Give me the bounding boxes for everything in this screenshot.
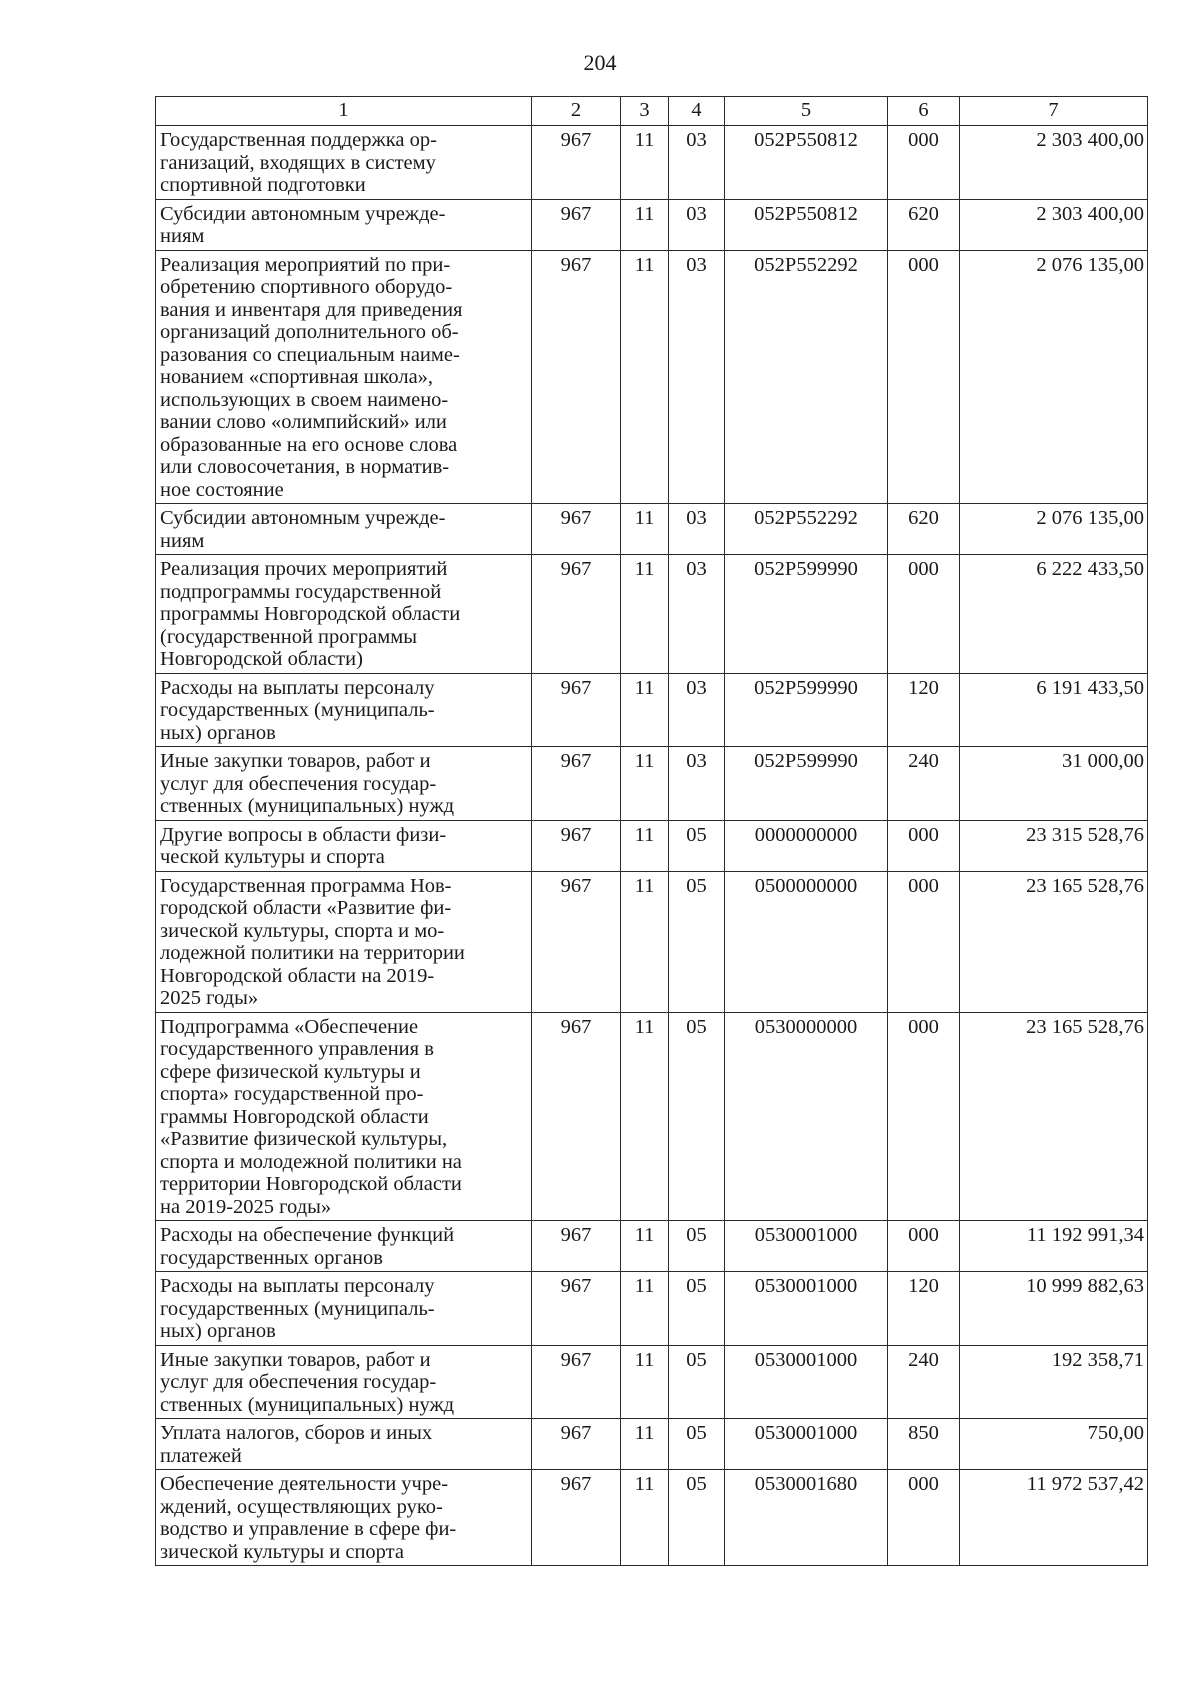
cell-gr: 967 <box>532 871 621 1012</box>
cell-name <box>156 1419 532 1470</box>
cell-rz: 11 <box>621 250 669 504</box>
cell-name-line: Иные закупки товаров, работ и <box>160 1348 431 1371</box>
cell-gr: 967 <box>532 1470 621 1566</box>
cell-name <box>156 250 532 504</box>
cell-name-line: ниям <box>160 529 205 552</box>
cell-sum: 10 999 882,63 <box>960 1272 1148 1346</box>
cell-pr: 05 <box>669 871 725 1012</box>
cell-name-line: ждений, осуществляющих руко- <box>160 1495 443 1518</box>
cell-csr: 052P552292 <box>725 250 888 504</box>
cell-name-line: лодежной политики на территории <box>160 942 465 964</box>
cell-sum: 11 192 991,34 <box>960 1221 1148 1272</box>
cell-name-line: ных) органов <box>160 721 276 744</box>
cell-name-line: платежей <box>160 1444 242 1467</box>
cell-rz: 11 <box>621 1470 669 1566</box>
cell-name-line: подпрограммы государственной <box>160 580 442 603</box>
cell-vr: 000 <box>888 820 960 871</box>
cell-sum: 6 191 433,50 <box>960 673 1148 747</box>
table-row <box>156 504 1148 555</box>
table-row <box>156 1012 1148 1221</box>
cell-name-line: (государственной программы <box>160 625 418 648</box>
page-number: 204 <box>583 50 617 75</box>
table-row <box>156 126 1148 200</box>
table-row <box>156 199 1148 250</box>
cell-name-line: Субсидии автономным учрежде- <box>160 507 446 529</box>
table-row <box>156 1221 1148 1272</box>
cell-name-line: Расходы на обеспечение функций <box>160 1224 455 1246</box>
cell-rz: 11 <box>621 820 669 871</box>
cell-gr: 967 <box>532 1419 621 1470</box>
cell-rz: 11 <box>621 1272 669 1346</box>
header-row <box>156 97 1148 126</box>
cell-csr: 0530001000 <box>725 1272 888 1346</box>
cell-gr: 967 <box>532 199 621 250</box>
cell-name-line: ных) органов <box>160 1320 276 1342</box>
cell-gr: 967 <box>532 555 621 674</box>
cell-name <box>156 199 532 250</box>
cell-pr: 05 <box>669 1419 725 1470</box>
table-row <box>156 1345 1148 1419</box>
cell-name-line: Реализация мероприятий по при- <box>160 253 451 276</box>
cell-name-line: Расходы на выплаты персоналу <box>160 676 435 699</box>
column-header: 1 <box>156 97 532 126</box>
cell-name-line: Государственная поддержка ор- <box>160 129 437 151</box>
cell-csr: 0530001000 <box>725 1419 888 1470</box>
cell-name-line: государственных (муниципаль- <box>160 1297 435 1320</box>
table-row <box>156 820 1148 871</box>
cell-sum: 23 165 528,76 <box>960 871 1148 1012</box>
table-header <box>156 97 1148 126</box>
column-header: 3 <box>621 97 669 126</box>
cell-name-line: сфере физической культуры и <box>160 1060 421 1083</box>
cell-rz: 11 <box>621 673 669 747</box>
cell-rz: 11 <box>621 747 669 821</box>
cell-gr: 967 <box>532 820 621 871</box>
table-row <box>156 871 1148 1012</box>
cell-name-line: Новгородской области) <box>160 648 363 670</box>
cell-sum: 23 165 528,76 <box>960 1012 1148 1221</box>
cell-name <box>156 673 532 747</box>
cell-rz: 11 <box>621 504 669 555</box>
table-body <box>156 126 1148 1566</box>
cell-name <box>156 1012 532 1221</box>
cell-name-line: образованные на его основе слова <box>160 433 458 456</box>
cell-vr: 620 <box>888 199 960 250</box>
cell-vr: 000 <box>888 126 960 200</box>
cell-vr: 000 <box>888 1470 960 1566</box>
cell-csr: 0000000000 <box>725 820 888 871</box>
cell-name-line: Другие вопросы в области физи- <box>160 823 447 846</box>
cell-csr: 052P599990 <box>725 673 888 747</box>
cell-name-line: вания и инвентаря для приведения <box>160 298 463 321</box>
cell-name-line: услуг для обеспечения государ- <box>160 772 437 795</box>
cell-name <box>156 1470 532 1566</box>
cell-name-line: использующих в своем наимено- <box>160 388 449 411</box>
cell-name <box>156 126 532 200</box>
cell-name-line: Реализация прочих мероприятий <box>160 558 448 580</box>
cell-gr: 967 <box>532 250 621 504</box>
cell-rz: 11 <box>621 1221 669 1272</box>
cell-pr: 03 <box>669 504 725 555</box>
cell-gr: 967 <box>532 1012 621 1221</box>
table-row <box>156 747 1148 821</box>
cell-name-line: вании слово «олимпийский» или <box>160 411 447 433</box>
cell-name <box>156 1345 532 1419</box>
cell-vr: 850 <box>888 1419 960 1470</box>
cell-csr: 052P550812 <box>725 126 888 200</box>
cell-vr: 000 <box>888 1012 960 1221</box>
table-row <box>156 1419 1148 1470</box>
cell-rz: 11 <box>621 1419 669 1470</box>
cell-name-line: 2025 годы» <box>160 987 259 1009</box>
cell-name-line: ственных (муниципальных) нужд <box>160 795 455 817</box>
cell-pr: 05 <box>669 1272 725 1346</box>
cell-sum: 2 076 135,00 <box>960 250 1148 504</box>
budget-table <box>155 96 1148 1566</box>
cell-rz: 11 <box>621 199 669 250</box>
cell-rz: 11 <box>621 555 669 674</box>
cell-vr: 120 <box>888 1272 960 1346</box>
cell-name-line: Государственная программа Нов- <box>160 874 452 897</box>
cell-vr: 240 <box>888 1345 960 1419</box>
cell-name-line: государственных (муниципаль- <box>160 699 435 721</box>
cell-name-line: программы Новгородской области <box>160 603 461 625</box>
column-header: 4 <box>669 97 725 126</box>
cell-name <box>156 504 532 555</box>
cell-name-line: Субсидии автономным учрежде- <box>160 202 446 225</box>
cell-vr: 000 <box>888 1221 960 1272</box>
cell-name-line: или словосочетания, в норматив- <box>160 456 450 478</box>
cell-name-line: разования со специальным наиме- <box>160 343 460 366</box>
cell-name-line: Новгородской области на 2019- <box>160 964 435 987</box>
cell-name-line: спорта и молодежной политики на <box>160 1150 462 1173</box>
cell-sum: 192 358,71 <box>960 1345 1148 1419</box>
cell-pr: 05 <box>669 1345 725 1419</box>
cell-name-line: граммы Новгородской области <box>160 1105 429 1128</box>
cell-pr: 05 <box>669 1012 725 1221</box>
cell-name-line: ганизаций, входящих в систему <box>160 151 436 174</box>
cell-name-line: водство и управление в сфере фи- <box>160 1518 457 1540</box>
cell-gr: 967 <box>532 126 621 200</box>
cell-name-line: нованием «спортивная школа», <box>160 366 434 388</box>
cell-sum: 6 222 433,50 <box>960 555 1148 674</box>
cell-name <box>156 871 532 1012</box>
cell-name-line: ческой культуры и спорта <box>160 846 385 868</box>
cell-gr: 967 <box>532 504 621 555</box>
cell-name-line: Подпрограмма «Обеспечение <box>160 1015 419 1038</box>
cell-name-line: ниям <box>160 225 205 247</box>
cell-pr: 03 <box>669 555 725 674</box>
cell-name-line: услуг для обеспечения государ- <box>160 1371 437 1393</box>
cell-vr: 000 <box>888 250 960 504</box>
column-header: 5 <box>725 97 888 126</box>
cell-vr: 620 <box>888 504 960 555</box>
cell-name-line: ственных (муниципальных) нужд <box>160 1393 455 1416</box>
cell-gr: 967 <box>532 1272 621 1346</box>
cell-rz: 11 <box>621 1345 669 1419</box>
table-row <box>156 673 1148 747</box>
cell-pr: 05 <box>669 1470 725 1566</box>
cell-name-line: ное состояние <box>160 478 284 501</box>
cell-csr: 052P552292 <box>725 504 888 555</box>
cell-vr: 000 <box>888 871 960 1012</box>
cell-name-line: городской области «Развитие фи- <box>160 897 452 919</box>
cell-name <box>156 1272 532 1346</box>
cell-csr: 052P550812 <box>725 199 888 250</box>
cell-name <box>156 1221 532 1272</box>
cell-name-line: государственных органов <box>160 1246 383 1269</box>
table-row <box>156 1470 1148 1566</box>
cell-name-line: обретению спортивного оборудо- <box>160 276 453 298</box>
column-header: 6 <box>888 97 960 126</box>
cell-csr: 052P599990 <box>725 555 888 674</box>
cell-pr: 05 <box>669 1221 725 1272</box>
cell-csr: 0530001000 <box>725 1345 888 1419</box>
table-row <box>156 555 1148 674</box>
cell-pr: 03 <box>669 673 725 747</box>
cell-name-line: Обеспечение деятельности учре- <box>160 1473 449 1495</box>
cell-sum: 2 303 400,00 <box>960 199 1148 250</box>
cell-pr: 05 <box>669 820 725 871</box>
cell-pr: 03 <box>669 126 725 200</box>
cell-name-line: государственного управления в <box>160 1038 434 1060</box>
cell-rz: 11 <box>621 871 669 1012</box>
cell-csr: 052P599990 <box>725 747 888 821</box>
cell-sum: 2 303 400,00 <box>960 126 1148 200</box>
cell-gr: 967 <box>532 1345 621 1419</box>
cell-name-line: зической культуры и спорта <box>160 1540 404 1563</box>
cell-name-line: зической культуры, спорта и мо- <box>160 919 445 942</box>
table-row <box>156 250 1148 504</box>
cell-csr: 0530001680 <box>725 1470 888 1566</box>
cell-name <box>156 747 532 821</box>
cell-pr: 03 <box>669 199 725 250</box>
cell-name-line: Уплата налогов, сборов и иных <box>160 1422 433 1444</box>
cell-name-line: Расходы на выплаты персоналу <box>160 1275 435 1297</box>
cell-csr: 0530001000 <box>725 1221 888 1272</box>
cell-vr: 240 <box>888 747 960 821</box>
cell-name-line: Иные закупки товаров, работ и <box>160 750 431 772</box>
cell-name-line: территории Новгородской области <box>160 1173 462 1195</box>
cell-sum: 11 972 537,42 <box>960 1470 1148 1566</box>
cell-name <box>156 820 532 871</box>
column-header: 2 <box>532 97 621 126</box>
cell-name-line: организаций дополнительного об- <box>160 321 459 343</box>
cell-csr: 0500000000 <box>725 871 888 1012</box>
cell-pr: 03 <box>669 747 725 821</box>
table-row <box>156 1272 1148 1346</box>
cell-vr: 120 <box>888 673 960 747</box>
cell-sum: 2 076 135,00 <box>960 504 1148 555</box>
cell-sum: 31 000,00 <box>960 747 1148 821</box>
cell-name <box>156 555 532 674</box>
cell-csr: 0530000000 <box>725 1012 888 1221</box>
cell-name-line: «Развитие физической культуры, <box>160 1128 448 1150</box>
cell-name-line: на 2019-2025 годы» <box>160 1195 332 1218</box>
cell-pr: 03 <box>669 250 725 504</box>
column-header: 7 <box>960 97 1148 126</box>
cell-vr: 000 <box>888 555 960 674</box>
cell-rz: 11 <box>621 1012 669 1221</box>
cell-name-line: спортивной подготовки <box>160 174 366 196</box>
cell-sum: 750,00 <box>960 1419 1148 1470</box>
cell-gr: 967 <box>532 1221 621 1272</box>
cell-gr: 967 <box>532 673 621 747</box>
cell-sum: 23 315 528,76 <box>960 820 1148 871</box>
cell-name-line: спорта» государственной про- <box>160 1083 424 1105</box>
cell-gr: 967 <box>532 747 621 821</box>
cell-rz: 11 <box>621 126 669 200</box>
